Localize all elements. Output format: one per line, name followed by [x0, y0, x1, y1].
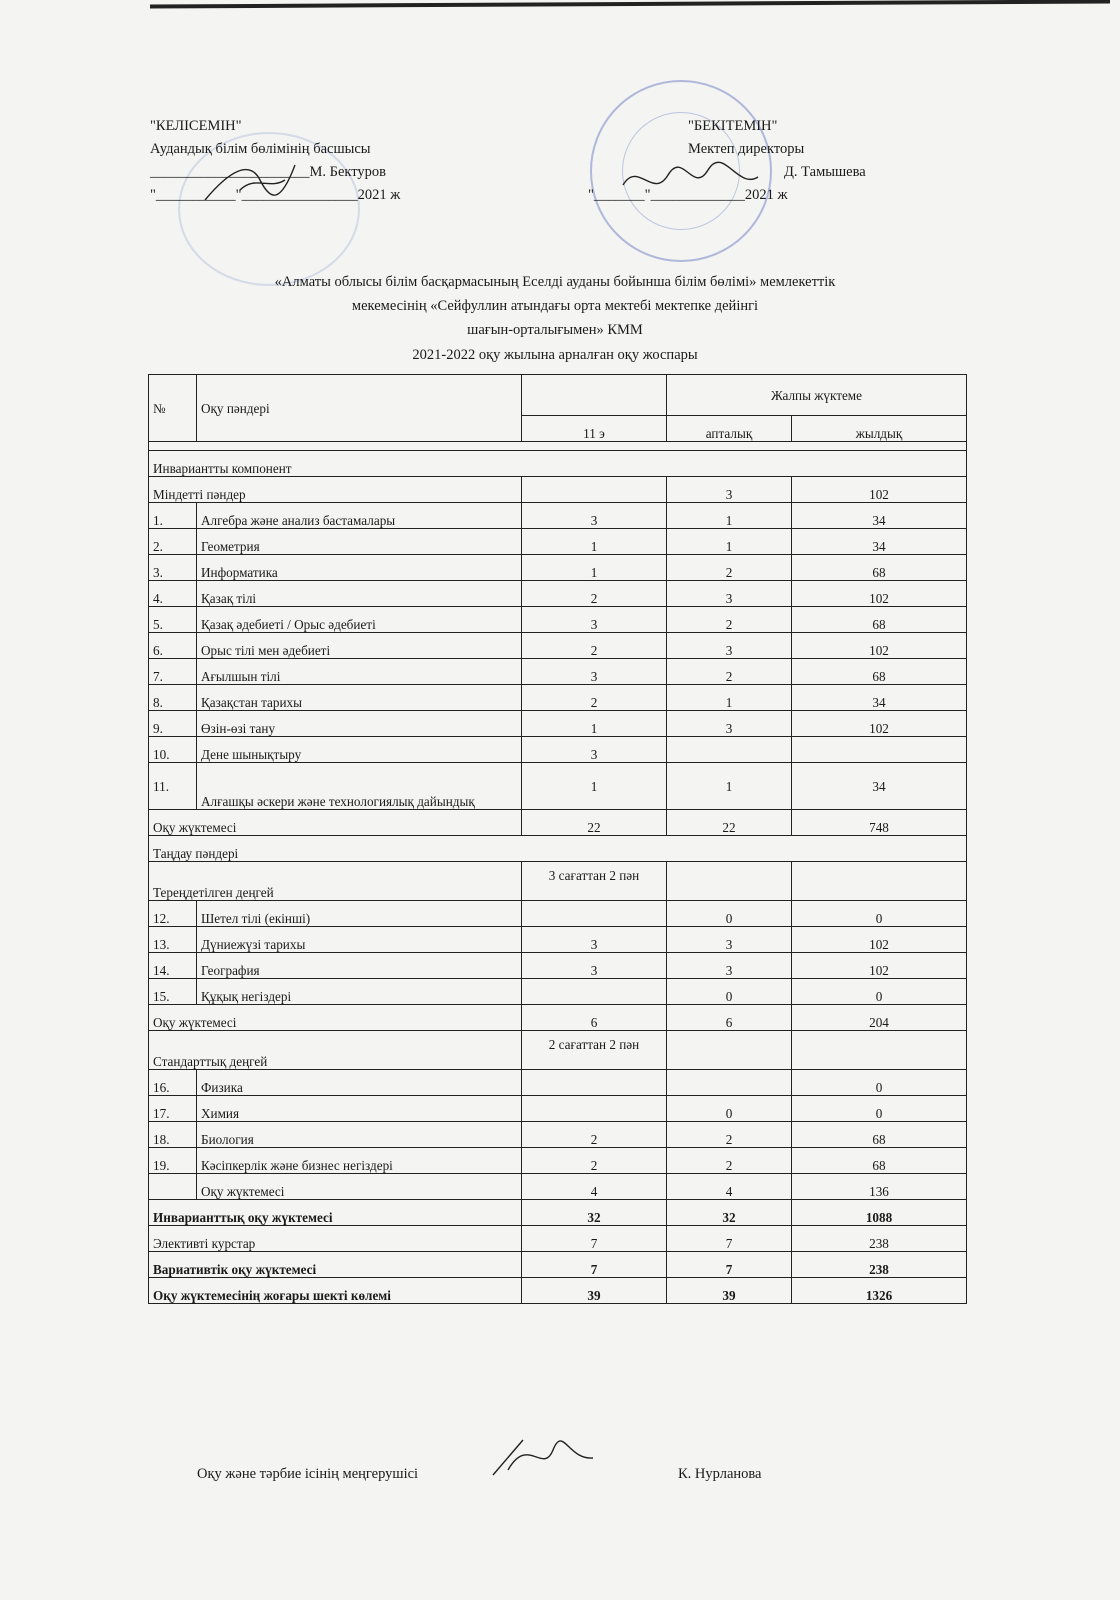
cell-grade: 2	[522, 633, 667, 659]
cell-grade: 1	[522, 529, 667, 555]
approval-left-date: "___________"________________2021 ж	[150, 187, 401, 203]
cell-grade: 2	[522, 1122, 667, 1148]
cell-weekly	[667, 862, 792, 901]
cell-num: 5.	[149, 607, 197, 633]
cell-yearly: 238	[792, 1226, 967, 1252]
cell-subject: Биология	[197, 1122, 522, 1148]
cell-num	[149, 1174, 197, 1200]
total-label: Вариативтік оқу жүктемесі	[149, 1252, 522, 1278]
approval-right-header: "БЕКІТЕМІН"	[688, 118, 778, 134]
cell-yearly: 102	[792, 581, 967, 607]
cell-num: 8.	[149, 685, 197, 711]
table-row	[149, 685, 967, 711]
cell-grade: 2	[522, 581, 667, 607]
cell-grade: 2 сағаттан 2 пән	[522, 1031, 667, 1070]
cell-subject: Кәсіпкерлік және бизнес негіздері	[197, 1148, 522, 1174]
cell-grade: 3	[522, 607, 667, 633]
cell-yearly: 68	[792, 1148, 967, 1174]
table-row	[149, 529, 967, 555]
subtotal-label: Оқу жүктемесі	[149, 810, 522, 836]
cell-weekly: 1	[667, 685, 792, 711]
cell-weekly	[667, 1031, 792, 1070]
table-row	[149, 836, 967, 862]
title-line-4: 2021-2022 оқу жылына арналған оқу жоспары	[412, 347, 698, 363]
cell-yearly: 238	[792, 1252, 967, 1278]
page-top-edge	[150, 0, 1110, 9]
table-row	[149, 901, 967, 927]
cell-weekly: 3	[667, 953, 792, 979]
cell-subject: Химия	[197, 1096, 522, 1122]
approval-right-position: Мектеп директоры	[688, 141, 805, 157]
cell-weekly: 1	[667, 529, 792, 555]
cell-weekly: 2	[667, 659, 792, 685]
cell-weekly: 3	[667, 581, 792, 607]
cell-num: 6.	[149, 633, 197, 659]
table-row	[149, 1031, 967, 1070]
header-total-load: Жалпы жүктеме	[667, 375, 967, 416]
cell-subject: Оқу жүктемесі	[197, 1174, 522, 1200]
cell-weekly: 2	[667, 1122, 792, 1148]
cell-yearly: 0	[792, 1070, 967, 1096]
cell-grade: 2	[522, 685, 667, 711]
cell-yearly: 102	[792, 711, 967, 737]
cell-yearly: 102	[792, 477, 967, 503]
cell-yearly	[792, 1031, 967, 1070]
cell-grade	[522, 979, 667, 1005]
table-row	[149, 1278, 967, 1304]
table-row	[149, 862, 967, 901]
cell-weekly: 2	[667, 555, 792, 581]
table-row	[149, 810, 967, 836]
cell-subject: Алгебра және анализ бастамалары	[197, 503, 522, 529]
cell-yearly: 1326	[792, 1278, 967, 1304]
cell-grade: 6	[522, 1005, 667, 1031]
title-line-3: шағын-орталығымен» КММ	[467, 322, 643, 338]
cell-yearly: 68	[792, 555, 967, 581]
cell-yearly: 102	[792, 633, 967, 659]
table-row	[149, 1096, 967, 1122]
total-label: Оқу жүктемесінің жоғары шекті көлемі	[149, 1278, 522, 1304]
cell-num: 3.	[149, 555, 197, 581]
cell-yearly: 1088	[792, 1200, 967, 1226]
table-row	[149, 1226, 967, 1252]
approval-left-header: "КЕЛІСЕМІН"	[150, 118, 242, 134]
table-row	[149, 659, 967, 685]
cell-grade: 3	[522, 737, 667, 763]
header-yearly: жылдық	[792, 416, 967, 442]
table-row	[149, 711, 967, 737]
title-line-1: «Алматы облысы білім басқармасының Еселді ауданы бойынша білім бөлімі» мемлекеттік	[274, 274, 836, 290]
cell-weekly: 6	[667, 1005, 792, 1031]
cell-num: 1.	[149, 503, 197, 529]
cell-weekly: 2	[667, 607, 792, 633]
cell-weekly: 4	[667, 1174, 792, 1200]
cell-grade: 7	[522, 1226, 667, 1252]
signature-left	[200, 150, 310, 210]
table-row	[149, 555, 967, 581]
cell-weekly: 32	[667, 1200, 792, 1226]
curriculum-table	[148, 374, 967, 1304]
cell-subject: Шетел тілі (екінші)	[197, 901, 522, 927]
table-row	[149, 1070, 967, 1096]
cell-subject: Құқық негіздері	[197, 979, 522, 1005]
cell-yearly: 0	[792, 1096, 967, 1122]
table-row	[149, 1148, 967, 1174]
table-row	[149, 1174, 967, 1200]
table-row	[149, 1005, 967, 1031]
cell-weekly: 1	[667, 763, 792, 810]
subtotal-label: Элективті курстар	[149, 1226, 522, 1252]
table-row	[149, 503, 967, 529]
header-grade-blank	[522, 375, 667, 416]
cell-grade	[522, 901, 667, 927]
cell-yearly: 0	[792, 979, 967, 1005]
total-label: Инварианттық оқу жүктемесі	[149, 1200, 522, 1226]
cell-grade: 3 сағаттан 2 пән	[522, 862, 667, 901]
cell-num: 11.	[149, 763, 197, 810]
cell-grade: 3	[522, 927, 667, 953]
cell-yearly: 0	[792, 901, 967, 927]
footer-name: К. Нурланова	[678, 1466, 762, 1482]
title-line-2: мекемесінің «Сейфуллин атындағы орта мектебі мектепке дейінгі	[351, 298, 759, 314]
subtotal-label: Оқу жүктемесі	[149, 1005, 522, 1031]
cell-num: 4.	[149, 581, 197, 607]
cell-num: 19.	[149, 1148, 197, 1174]
cell-weekly	[667, 1070, 792, 1096]
cell-yearly: 34	[792, 503, 967, 529]
cell-yearly: 102	[792, 953, 967, 979]
table-row	[149, 1252, 967, 1278]
header-grade: 11 э	[522, 416, 667, 442]
table-row	[149, 927, 967, 953]
cell-yearly	[792, 737, 967, 763]
cell-subject: География	[197, 953, 522, 979]
cell-yearly: 34	[792, 685, 967, 711]
cell-yearly: 136	[792, 1174, 967, 1200]
cell-grade: 2	[522, 1148, 667, 1174]
approval-left-signer: ______________________М. Бектуров	[150, 164, 387, 180]
table-row	[149, 763, 967, 810]
cell-grade: 1	[522, 763, 667, 810]
cell-num: 13.	[149, 927, 197, 953]
cell-num: 9.	[149, 711, 197, 737]
cell-subject: Ағылшын тілі	[197, 659, 522, 685]
cell-weekly: 1	[667, 503, 792, 529]
cell-subject: Қазақ әдебиеті / Орыс әдебиеті	[197, 607, 522, 633]
table-row	[149, 581, 967, 607]
cell-weekly: 0	[667, 901, 792, 927]
cell-num: 18.	[149, 1122, 197, 1148]
cell-grade: 39	[522, 1278, 667, 1304]
cell-weekly: 3	[667, 711, 792, 737]
cell-subject: Орыс тілі мен әдебиеті	[197, 633, 522, 659]
cell-subject: Өзін-өзі тану	[197, 711, 522, 737]
header-num: №	[149, 375, 197, 442]
cell-subject: Дүниежүзі тарихы	[197, 927, 522, 953]
table-row	[149, 953, 967, 979]
cell-grade: 1	[522, 555, 667, 581]
cell-weekly: 3	[667, 633, 792, 659]
footer-role: Оқу және тәрбие ісінің меңгерушісі	[197, 1466, 419, 1482]
level-label: Стандарттық деңгей	[149, 1031, 522, 1070]
cell-yearly: 102	[792, 927, 967, 953]
cell-yearly: 34	[792, 763, 967, 810]
cell-subject: Алғашқы әскери және технологиялық дайындық	[197, 763, 522, 810]
cell-yearly: 34	[792, 529, 967, 555]
cell-grade: 3	[522, 659, 667, 685]
cell-subject: Дене шынықтыру	[197, 737, 522, 763]
cell-grade	[522, 1096, 667, 1122]
table-row	[149, 607, 967, 633]
table-header-row-1	[149, 375, 967, 416]
header-weekly: апталық	[667, 416, 792, 442]
cell-num: 12.	[149, 901, 197, 927]
table-spacer-row	[149, 442, 967, 451]
cell-weekly: 7	[667, 1252, 792, 1278]
cell-weekly: 3	[667, 477, 792, 503]
table-row	[149, 477, 967, 503]
cell-subject: Информатика	[197, 555, 522, 581]
table-row	[149, 979, 967, 1005]
cell-yearly: 68	[792, 1122, 967, 1148]
table-row	[149, 737, 967, 763]
cell-grade: 1	[522, 711, 667, 737]
approval-right-date: "_______"_____________2021 ж	[588, 187, 788, 203]
cell-subject: Қазақ тілі	[197, 581, 522, 607]
table-row	[149, 451, 967, 477]
table-row	[149, 1122, 967, 1148]
cell-num: 16.	[149, 1070, 197, 1096]
cell-grade: 3	[522, 953, 667, 979]
cell-grade: 7	[522, 1252, 667, 1278]
cell-yearly: 68	[792, 659, 967, 685]
cell-grade: 32	[522, 1200, 667, 1226]
cell-subject: Қазақстан тарихы	[197, 685, 522, 711]
cell-yearly	[792, 862, 967, 901]
cell-num: 15.	[149, 979, 197, 1005]
cell-subject: Геометрия	[197, 529, 522, 555]
cell-num: 17.	[149, 1096, 197, 1122]
subtotal-label: Міндетті пәндер	[149, 477, 522, 503]
cell-yearly: 68	[792, 607, 967, 633]
signature-right	[618, 155, 768, 205]
cell-num: 2.	[149, 529, 197, 555]
cell-weekly	[667, 737, 792, 763]
cell-grade: 4	[522, 1174, 667, 1200]
cell-weekly: 7	[667, 1226, 792, 1252]
cell-weekly: 2	[667, 1148, 792, 1174]
table-row	[149, 633, 967, 659]
signature-footer	[488, 1430, 598, 1480]
cell-weekly: 3	[667, 927, 792, 953]
cell-num: 14.	[149, 953, 197, 979]
cell-grade	[522, 477, 667, 503]
approval-right-signer: Д. Тамышева	[784, 164, 866, 180]
level-label: Тереңдетілген деңгей	[149, 862, 522, 901]
approval-left-position: Аудандық білім бөлімінің басшысы	[150, 141, 371, 157]
header-subjects: Оқу пәндері	[197, 375, 522, 442]
section-label: Инвариантты компонент	[149, 451, 967, 477]
cell-subject: Физика	[197, 1070, 522, 1096]
cell-yearly: 204	[792, 1005, 967, 1031]
cell-num: 7.	[149, 659, 197, 685]
cell-yearly: 748	[792, 810, 967, 836]
cell-weekly: 22	[667, 810, 792, 836]
cell-grade: 3	[522, 503, 667, 529]
cell-weekly: 0	[667, 979, 792, 1005]
table-row	[149, 1200, 967, 1226]
cell-weekly: 39	[667, 1278, 792, 1304]
cell-num: 10.	[149, 737, 197, 763]
cell-grade: 22	[522, 810, 667, 836]
cell-weekly: 0	[667, 1096, 792, 1122]
section-label: Таңдау пәндері	[149, 836, 967, 862]
cell-grade	[522, 1070, 667, 1096]
